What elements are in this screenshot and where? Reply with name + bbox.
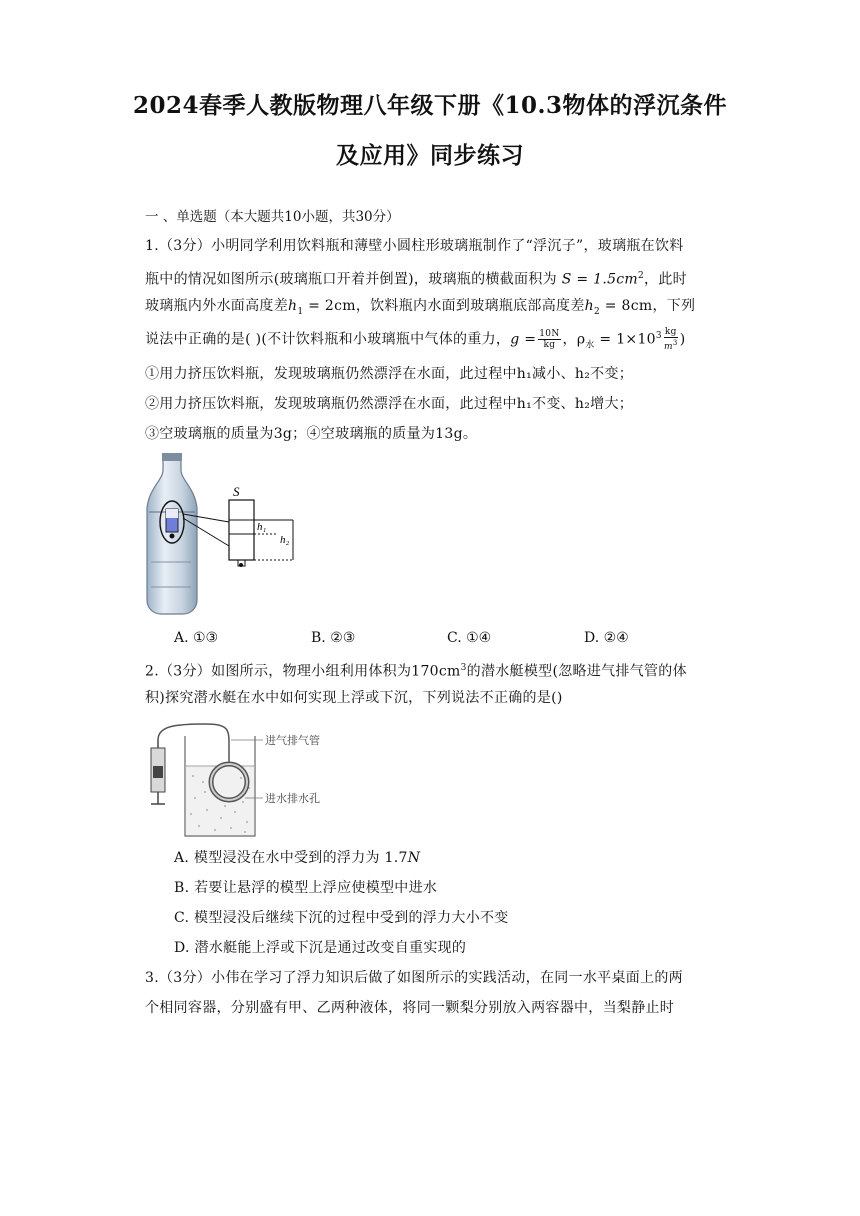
q1-bottle-figure <box>145 452 310 618</box>
section-heading: 一 、单选题（本大题共10小题，共30分） <box>145 209 400 225</box>
q3-line-2: 个相同容器，分别盛有甲、乙两种液体，将同一颗梨分别放入两容器中，当梨静止时 <box>145 1000 675 1016</box>
document-title-line-2: 及应用》同步练习 <box>336 142 524 169</box>
q1-line-3: 玻璃瓶内外水面高度差$h_1 = 2cm$，饮料瓶内水面到玻璃瓶底部高度差$h_2 = 8cm$，下列 <box>145 298 696 317</box>
label-s: S <box>233 484 240 499</box>
g-fraction: $\frac{10N}{kg}$ <box>539 329 560 351</box>
q2-line-2: 积)探究潜水艇在水中如何实现上浮或下沉，下列说法不正确的是() <box>145 690 563 706</box>
document-title-line-1: 2024春季人教版物理八年级下册《10.3物体的浮沉条件 <box>132 92 728 119</box>
q3-line-1: 3.（3分）小伟在学习了浮力知识后做了如图所示的实践活动，在同一水平桌面上的两 <box>145 970 683 986</box>
label-air-tube: 进气排气管 <box>265 734 320 747</box>
q2-option-d[interactable]: D. 潜水艇能上浮或下沉是通过改变自重实现的 <box>174 940 467 956</box>
q2-option-b[interactable]: B. 若要让悬浮的模型上浮应使模型中进水 <box>174 880 438 896</box>
q1-statement-1: ①用力挤压饮料瓶，发现玻璃瓶仍然漂浮在水面，此过程中h₁减小、h₂不变； <box>145 366 634 382</box>
q1-line-2: 瓶中的情况如图所示(玻璃瓶口开着并倒置)，玻璃瓶的横截面积为 $S = 1.5cm^2$，此时 <box>145 271 687 288</box>
q2-submarine-figure <box>145 718 325 840</box>
q1-line-1: 1.（3分）小明同学利用饮料瓶和薄壁小圆柱形玻璃瓶制作了“浮沉子”，玻璃瓶在饮料 <box>145 238 684 254</box>
label-h2: h₂ <box>280 534 290 546</box>
q1-option-a[interactable]: A. ①③ <box>174 630 219 646</box>
q1-option-d[interactable]: D. ②④ <box>584 630 629 646</box>
q1-statement-2: ②用力挤压饮料瓶，发现玻璃瓶仍然漂浮在水面，此过程中h₁不变、h₂增大； <box>145 396 634 412</box>
q1-line-4: 说法中正确的是( )(不计饮料瓶和小玻璃瓶中气体的重力，g = $\frac{10N}{kg}$ ，$\rho_水 = 1\times 10^3$ $\frac{kg}{m^3}$ ) <box>145 327 686 353</box>
q2-option-a[interactable]: A. 模型浸没在水中受到的浮力为 1.7N <box>174 850 421 866</box>
label-water-hole: 进水排水孔 <box>265 792 320 805</box>
q2-option-c[interactable]: C. 模型浸没后继续下沉的过程中受到的浮力大小不变 <box>174 910 509 926</box>
q1-option-b[interactable]: B. ②③ <box>311 630 356 646</box>
q1-statement-3: ③空玻璃瓶的质量为3g；④空玻璃瓶的质量为13g。 <box>145 426 478 442</box>
label-h1: h₁ <box>257 521 267 533</box>
q1-option-c[interactable]: C. ①④ <box>447 630 492 646</box>
q2-line-1: 2.（3分）如图所示，物理小组利用体积为$170cm^3$的潜水艇模型(忽略进气排气管的体 <box>145 663 687 680</box>
density-unit-fraction: $\frac{kg}{m^3}$ <box>664 327 678 353</box>
